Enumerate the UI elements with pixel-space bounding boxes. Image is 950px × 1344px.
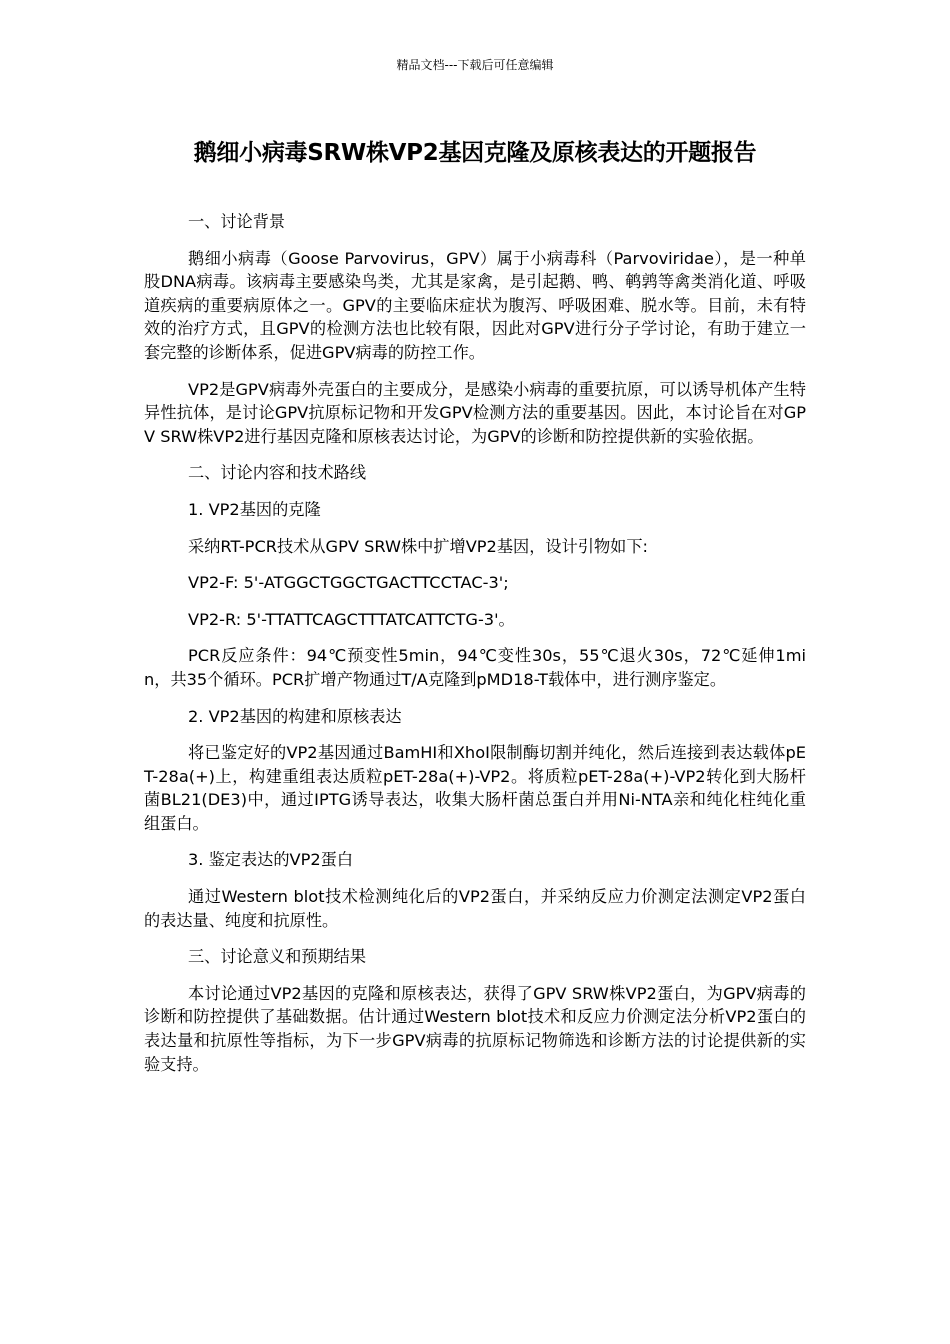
document-title: 鹅细小病毒SRW株VP2基因克隆及原核表达的开题报告 bbox=[193, 140, 757, 166]
primer-forward: VP2-F: 5'-ATGGCTGGCTGACTTCCTAC-3'; bbox=[188, 573, 509, 593]
subsection-3-heading: 3. 鉴定表达的VP2蛋白 bbox=[188, 850, 354, 870]
section-3-heading: 三、讨论意义和预期结果 bbox=[188, 947, 367, 967]
section-1-paragraph-2: VP2是GPV病毒外壳蛋白的主要成分，是感染小病毒的重要抗原，可以诱导机体产生特异性抗体，是讨论GPV抗原标记物和开发GPV检测方法的重要基因。因此，本讨论旨在对GPV SRW株VP2进行基因克隆和原核表达讨论，为GPV的诊断和防控提供新的实验依据。 bbox=[144, 379, 806, 446]
subsection-1-heading: 1. VP2基因的克隆 bbox=[188, 499, 321, 519]
subsection-2-heading: 2. VP2基因的构建和原核表达 bbox=[188, 706, 402, 726]
document-body bbox=[144, 210, 806, 1089]
section-3-paragraph: 本讨论通过VP2基因的克隆和原核表达，获得了GPV SRW株VP2蛋白，为GPV病毒的诊断和防控提供了基础数据。估计通过Western blot技术和反应力价测定法分析VP2蛋白的表达量和抗原性等指标，为下一步GPV病毒的抗原标记物筛选和诊断方法的讨论提供新的实验支持。 bbox=[144, 983, 806, 1074]
primer-reverse: VP2-R: 5'-TTATTCAGCTTTATCATTCTG-3'。 bbox=[188, 609, 515, 629]
subsection-2-paragraph: 将已鉴定好的VP2基因通过BamHI和XhoI限制酶切割并纯化，然后连接到表达载体pET-28a(+)上，构建重组表达质粒pET-28a(+)-VP2。将质粒pET-28a(+)-VP2转化到大肠杆菌BL21(DE3)中，通过IPTG诱导表达，收集大肠杆菌总蛋白并用Ni-NTA亲和纯化柱纯化重组蛋白。 bbox=[144, 743, 806, 833]
section-1-heading: 一、讨论背景 bbox=[188, 212, 286, 231]
section-2-heading: 二、讨论内容和技术路线 bbox=[188, 463, 367, 483]
header-note: 精品文档---下载后可任意编辑 bbox=[396, 58, 554, 72]
pcr-conditions-paragraph: PCR反应条件：94℃预变性5min，94℃变性30s，55℃退火30s，72℃延伸1min，共35个循环。PCR扩增产物通过T/A克隆到pMD18-T载体中，进行测序鉴定。 bbox=[144, 646, 806, 689]
subsection-3-paragraph: 通过Western blot技术检测纯化后的VP2蛋白，并采纳反应力价测定法测定VP2蛋白的表达量、纯度和抗原性。 bbox=[144, 887, 806, 930]
section-1-paragraph-1: 鹅细小病毒（Goose Parvovirus，GPV）属于小病毒科（Parvoviridae），是一种单股DNA病毒。该病毒主要感染鸟类，尤其是家禽，是引起鹅、鸭、鹌鹑等禽类消化道、呼吸道疾病的重要病原体之一。GPV的主要临床症状为腹泻、呼吸困难、脱水等。目前，未有特效的治疗方式，且GPV的检测方法也比较有限，因此对GPV进行分子学讨论，有助于建立一套完整的诊断体系，促进GPV病毒的防控工作。 bbox=[144, 248, 806, 362]
subsection-1-paragraph: 采纳RT-PCR技术从GPV SRW株中扩增VP2基因，设计引物如下: bbox=[188, 536, 648, 556]
